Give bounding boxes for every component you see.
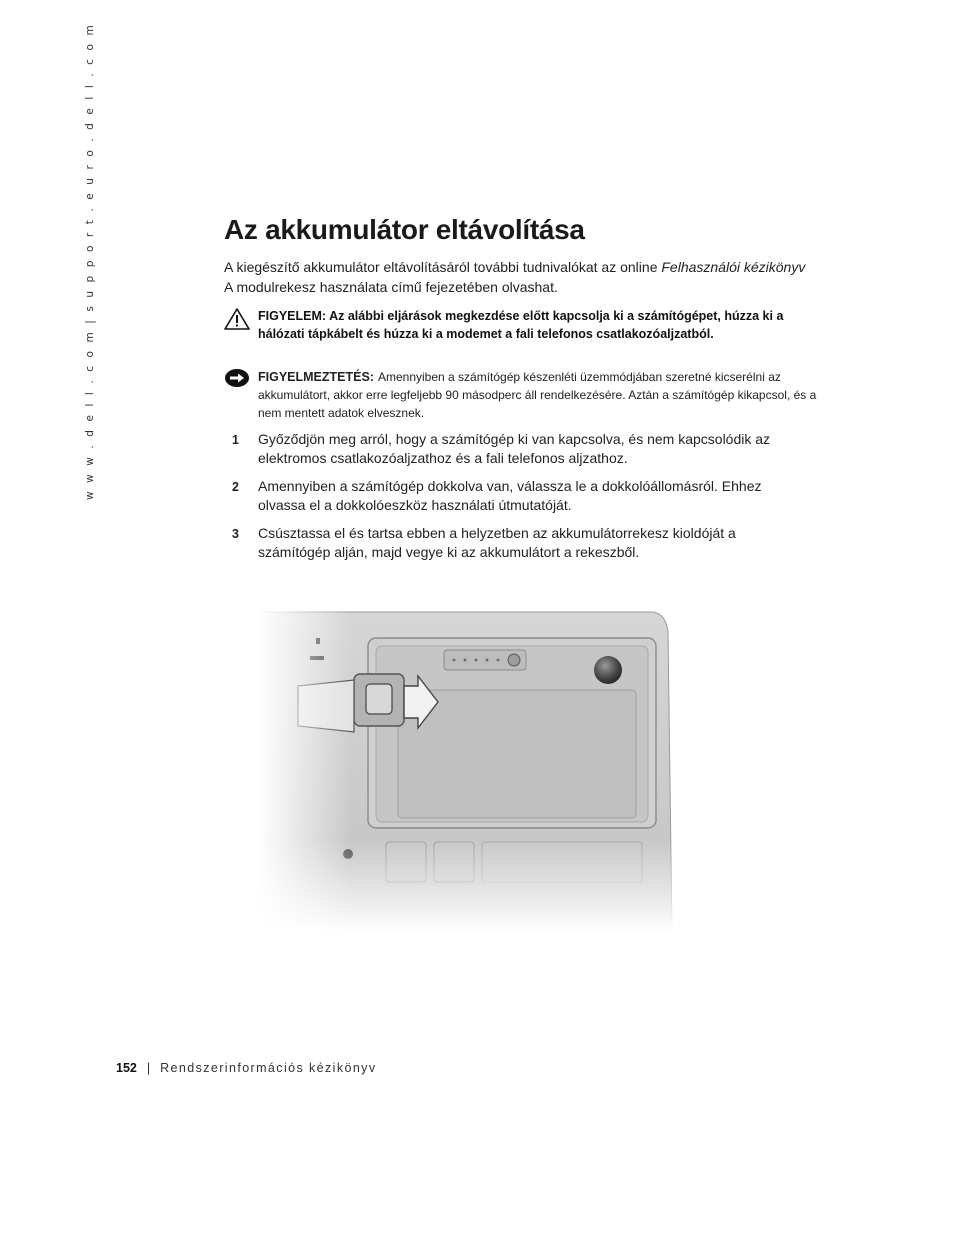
- intro-paragraph: [224, 257, 814, 297]
- notice-text-wrap: [258, 368, 824, 422]
- step-item: [232, 430, 792, 468]
- side-url: w w w . d e l l . c o m | s u p p o r t . e u r o . d e l l . c o m: [84, 22, 96, 500]
- notice-text: Amennyiben a számítógép készenléti üzemmódjában szeretné kicserélni az akkumulátort, akkor erre legfeljebb 90 másodperc áll rendelkezésére. Aztán a számítógép kikapcsol, és a nem mentett adatok elvesznek.: [258, 370, 817, 420]
- book-title: Rendszerinformációs kézikönyv: [160, 1061, 377, 1075]
- intro-after: A modulrekesz használata című fejezetében olvashat.: [224, 279, 558, 295]
- page-number: 152: [116, 1061, 137, 1075]
- step-item: [232, 524, 792, 562]
- step-text: Győződjön meg arról, hogy a számítógép ki van kapcsolva, és nem kapcsolódik az elektromos csatlakozóaljzathoz és a fali telefonos aljzathoz.: [258, 431, 771, 466]
- step-text: Amennyiben a számítógép dokkolva van, válassza le a dokkolóállomásról. Ehhez olvassa el a dokkolóeszköz használati útmutatóját.: [258, 478, 762, 513]
- warning-triangle-icon: [224, 308, 250, 335]
- battery-removal-illustration: [258, 602, 682, 932]
- caution-block: [224, 308, 824, 343]
- step-text: Csúsztassa el és tartsa ebben a helyzetben az akkumulátorrekesz kioldóját a számítógép alján, majd vegye ki az akkumulátort a rekeszből.: [258, 525, 736, 560]
- step-number: 3: [232, 527, 239, 541]
- step-number: 1: [232, 433, 239, 447]
- intro-before: A kiegészítő akkumulátor eltávolításáról további tudnivalókat az online: [224, 259, 662, 275]
- notice-arrow-icon: [224, 368, 250, 393]
- step-item: [232, 477, 792, 515]
- notice-label: FIGYELMEZTETÉS:: [258, 370, 374, 384]
- page-title: Az akkumulátor eltávolítása: [224, 214, 585, 245]
- step-number: 2: [232, 480, 239, 494]
- caution-text: FIGYELEM: Az alábbi eljárások megkezdése előtt kapcsolja ki a számítógépet, húzza ki a hálózati tápkábelt és húzza ki a modemet a fali telefonos csatlakozóaljzatból.: [258, 309, 784, 341]
- steps-list: [232, 430, 792, 562]
- intro-book-title: Felhasználói kézikönyv: [661, 259, 806, 275]
- footer-separator: |: [146, 1061, 151, 1075]
- notice-block: [224, 368, 824, 422]
- page-footer: [116, 1061, 376, 1075]
